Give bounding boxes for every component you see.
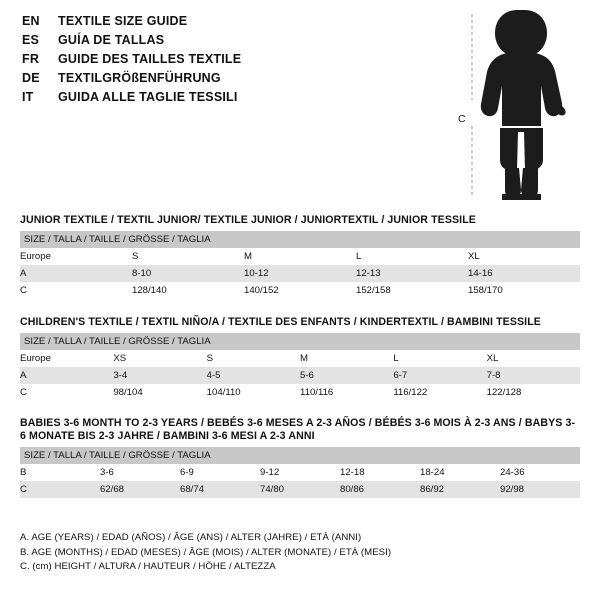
cell: 110/116 [299, 387, 334, 398]
table-row [20, 384, 580, 401]
cell: 158/170 [468, 285, 503, 296]
row-label: A [20, 265, 132, 282]
cell: 6-9 [180, 467, 194, 478]
cell: L [356, 251, 362, 262]
table-babies [20, 447, 580, 498]
cell: 8-10 [132, 265, 244, 282]
language-code-de: DE [22, 71, 40, 85]
header-title-es: GUÍA DE TALLAS [58, 33, 165, 47]
table-children [20, 333, 580, 401]
cell: 9-12 [260, 467, 280, 478]
cell: XL [468, 251, 480, 262]
footnote-b: B. AGE (MONTHS) / EDAD (MESES) / ÂGE (MOIS) / ALTER (MONATE) / ETÀ (MESI) [20, 546, 392, 558]
row-label: B [20, 467, 27, 478]
table-row [20, 464, 580, 481]
header-row-de [22, 71, 422, 90]
cell: 5-6 [300, 367, 393, 384]
table-children-head-label: SIZE / TALLA / TAILLE / GRÖSSE / TAGLIA [24, 336, 211, 347]
header [22, 14, 422, 109]
cell: M [299, 353, 308, 364]
cell: 74/80 [260, 481, 340, 498]
cell: M [244, 251, 252, 262]
section-babies-title: BABIES 3-6 MONTH TO 2-3 YEARS / BEBÉS 3-6 MESES A 2-3 AÑOS / BÉBÉS 3-6 MOIS À 2-3 ANS / BABYS 3-6 MONATE BIS 2-3 JAHRE / BAMBINI 3-6 MESI A 2-3 ANNI [20, 417, 576, 442]
cell: 80/86 [340, 481, 420, 498]
cell: S [206, 353, 214, 364]
table-row [20, 265, 580, 282]
language-code-en: EN [22, 14, 40, 28]
header-title-it: GUIDA ALLE TAGLIE TESSILI [58, 90, 238, 104]
cell: 152/158 [356, 285, 391, 296]
table-junior-head [20, 231, 580, 248]
table-children-head [20, 333, 580, 350]
header-row-es [22, 33, 422, 52]
figure-toddler [455, 8, 585, 203]
cell: 18-24 [420, 467, 445, 478]
silhouette-body [481, 10, 566, 200]
cell: 14-16 [468, 265, 580, 282]
language-code-es: ES [22, 33, 40, 47]
cell: XL [486, 353, 499, 364]
cell: 128/140 [132, 285, 167, 296]
cell: 122/128 [486, 387, 522, 398]
table-junior-head-label: SIZE / TALLA / TAILLE / GRÖSSE / TAGLIA [24, 234, 211, 245]
figure-measure-label: C [458, 113, 466, 125]
section-junior [20, 214, 580, 299]
language-code-fr: FR [22, 52, 40, 66]
section-children-title: CHILDREN'S TEXTILE / TEXTIL NIÑO/A / TEXTILE DES ENFANTS / KINDERTEXTIL / BAMBINI TESSILE [20, 316, 541, 328]
cell: 12-13 [356, 265, 468, 282]
cell: 140/152 [244, 285, 279, 296]
table-row [20, 282, 580, 299]
row-label: A [20, 367, 113, 384]
header-row-fr [22, 52, 422, 71]
section-children [20, 316, 580, 401]
footnotes [20, 531, 580, 575]
row-label: Europe [20, 353, 51, 364]
footnote-c: C. (cm) HEIGHT / ALTURA / HAUTEUR / HÖHE / ALTEZZA [20, 561, 276, 572]
cell: S [132, 251, 139, 262]
table-row [20, 481, 580, 498]
cell: 10-12 [244, 265, 356, 282]
row-label: C [20, 285, 27, 296]
cell: 86/92 [420, 481, 500, 498]
header-title-fr: GUIDE DES TAILLES TEXTILE [58, 52, 242, 66]
cell: XS [113, 353, 127, 364]
cell: 24-36 [500, 467, 525, 478]
cell: 6-7 [393, 367, 486, 384]
table-row [20, 248, 580, 265]
header-row-it [22, 90, 422, 109]
cell: 7-8 [487, 367, 580, 384]
table-babies-head-label: SIZE / TALLA / TAILLE / GRÖSSE / TAGLIA [24, 450, 211, 461]
row-label: C [20, 481, 100, 498]
row-label: C [20, 387, 27, 398]
section-babies [20, 417, 580, 498]
cell: 4-5 [207, 367, 300, 384]
cell: 116/122 [393, 387, 428, 398]
section-junior-title: JUNIOR TEXTILE / TEXTIL JUNIOR/ TEXTILE JUNIOR / JUNIORTEXTIL / JUNIOR TESSILE [20, 214, 476, 226]
cell: 3-4 [113, 367, 206, 384]
cell: 98/104 [113, 387, 143, 398]
table-junior [20, 231, 580, 299]
table-row [20, 350, 580, 367]
header-title-en: TEXTILE SIZE GUIDE [58, 14, 188, 28]
toddler-silhouette-icon [455, 8, 585, 203]
cell: 92/98 [500, 481, 580, 498]
cell: 12-18 [340, 467, 365, 478]
cell: L [393, 353, 399, 364]
table-row [20, 367, 580, 384]
cell: 104/110 [206, 387, 241, 398]
language-code-it: IT [22, 90, 34, 104]
table-babies-head [20, 447, 580, 464]
footnote-a: A. AGE (YEARS) / EDAD (AÑOS) / ÂGE (ANS) / ALTER (JAHRE) / ETÀ (ANNI) [20, 532, 362, 543]
cell: 3-6 [100, 467, 114, 478]
cell: 68/74 [180, 481, 260, 498]
cell: 62/68 [100, 481, 180, 498]
row-label: Europe [20, 251, 51, 262]
header-title-de: TEXTILGRÖßENFÜHRUNG [58, 71, 221, 85]
header-row-en [22, 14, 422, 33]
